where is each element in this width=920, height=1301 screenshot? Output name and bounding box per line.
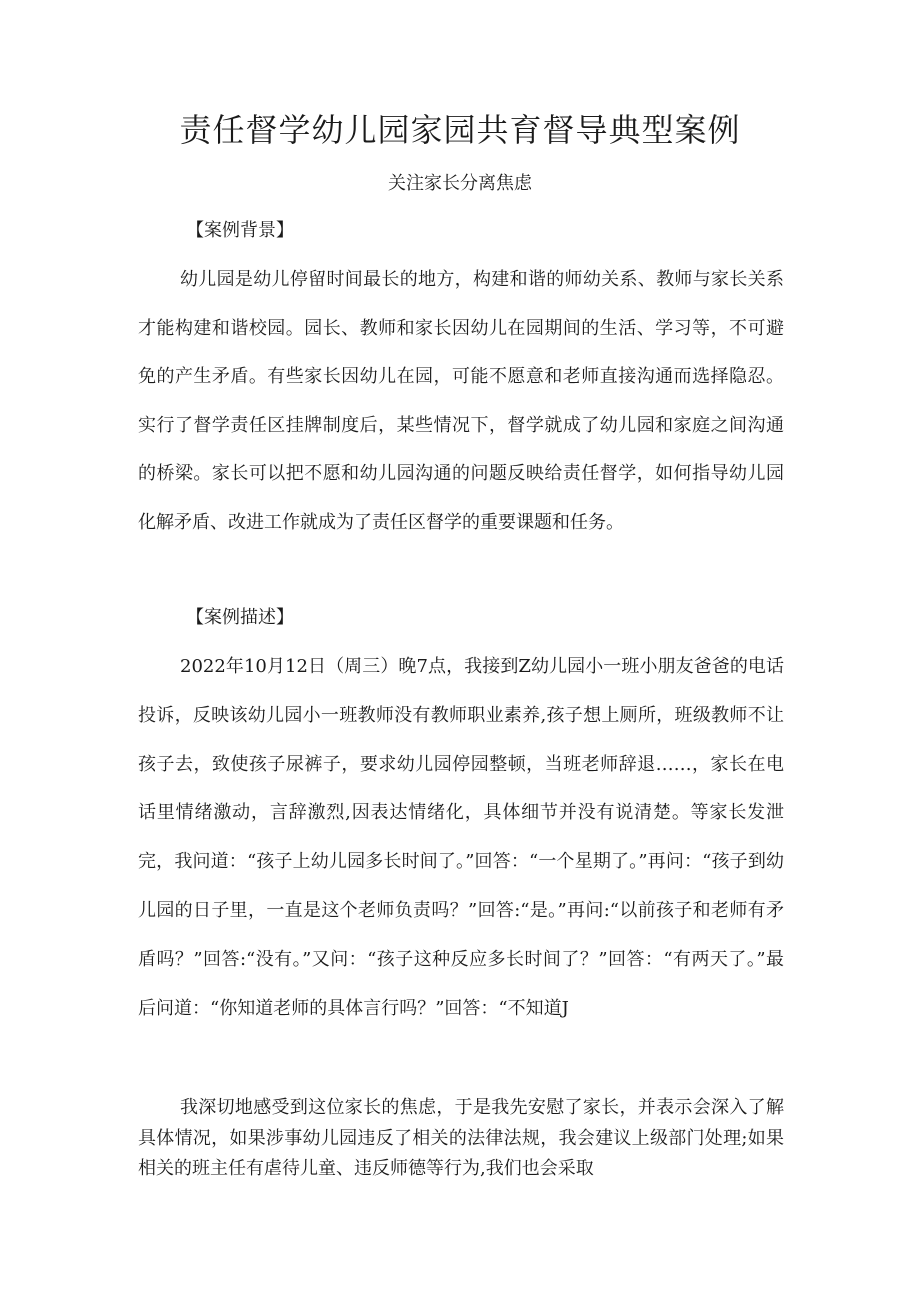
background-paragraph-text: 幼儿园是幼儿停留时间最长的地方，构建和谐的师幼关系、教师与家长关系才能构建和谐校园。园长、教师和家长因幼儿在园期间的生活、学习等，不可避免的产生矛盾。有些家长因幼儿在园，可能不愿意和老师直接沟通而选择隐忍。实行了督学责任区挂牌制度后，某些情况下，督学就成了幼儿园和家庭之间沟通的桥梁。家长可以把不愿和幼儿园沟通的问题反映给责任督学，如何指导幼儿园化解矛盾、改进工作就成为了责任区督学的重要课题和任务。 [138,269,784,533]
closing-paragraph-text: 我深切地感受到这位家长的焦虑，于是我先安慰了家长，并表示会深入了解具体情况，如果涉事幼儿园违反了相关的法律法规，我会建议上级部门处理;如果相关的班主任有虐待儿童、违反师德等行为,我们也会采取 [138,1097,784,1179]
description-paragraph [138,643,784,1033]
background-paragraph [138,256,784,547]
section-heading-description: 【案例描述】 [186,607,294,628]
description-paragraph-text: 2022年10月12日（周三）晚7点，我接到Z幼儿园小一班小朋友爸爸的电话投诉，反映该幼儿园小一班教师没有教师职业素养,孩子想上厕所，班级教师不让孩子去，致使孩子尿裤子，要求幼儿园停园整顿，当班老师辞退……，家长在电话里情绪激动，言辞激烈,因表达情绪化，具体细节并没有说清楚。等家长发泄完，我问道：“孩子上幼儿园多长时间了。”回答：“一个星期了。”再问：“孩子到幼儿园的日子里，一直是这个老师负责吗？”回答:“是。”再问:“以前孩子和老师有矛盾吗？”回答:“没有。”又问：“孩子这种反应多长时间了？”回答：“有两天了。”最后问道：“你知道老师的具体言行吗？”回答：“不知道J [138,656,784,1019]
section-heading-background: 【案例背景】 [186,220,294,241]
document-title: 责任督学幼儿园家园共育督导典型案例 [179,111,741,149]
closing-paragraph [138,1093,784,1185]
document-subtitle: 关注家长分离焦虑 [388,173,532,194]
